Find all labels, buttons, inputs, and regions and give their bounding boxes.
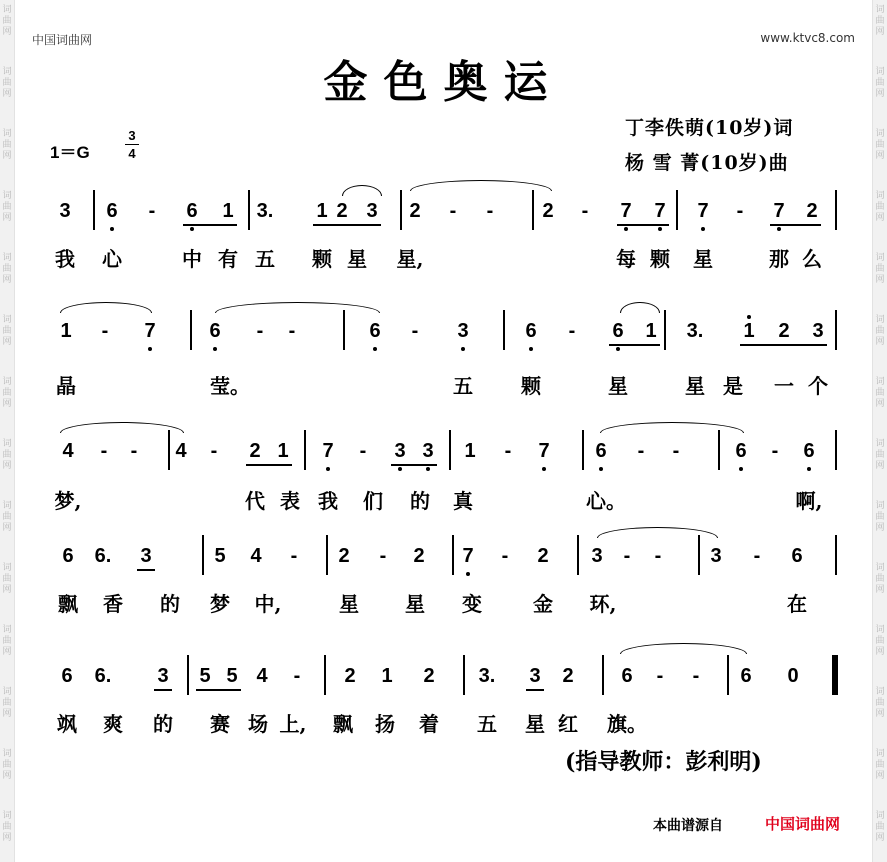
- beam-underline: [313, 224, 381, 226]
- bar-line: [577, 535, 579, 575]
- site-url-right[interactable]: www.ktvc8.com: [760, 31, 855, 45]
- lyric-word: 我: [55, 247, 75, 271]
- lyric-word: 旗。: [607, 712, 647, 736]
- beam-underline: [609, 344, 660, 346]
- score-note: 3: [812, 320, 824, 342]
- score-note: 3: [422, 440, 434, 462]
- site-name-left: 中国词曲网: [32, 33, 93, 47]
- score-note: -: [359, 440, 367, 462]
- octave-dot-below: [739, 467, 743, 471]
- lyric-word: 一: [774, 374, 794, 398]
- lyric-word: 代: [245, 489, 265, 513]
- watermark-text: 词 曲 网: [2, 315, 12, 347]
- score-note: 3.: [256, 200, 274, 222]
- lyric-word: 晶: [56, 374, 76, 398]
- score-note: 3: [140, 545, 152, 567]
- lyric-word: 爽: [103, 712, 123, 736]
- bar-line: [718, 430, 720, 470]
- octave-dot-below: [110, 227, 114, 231]
- bar-line: [727, 655, 729, 695]
- tie-slur: [342, 185, 382, 196]
- score-note: 6: [106, 200, 118, 222]
- bar-line: [187, 655, 189, 695]
- watermark-text: 词 曲 网: [875, 5, 885, 37]
- score-note: 5: [214, 545, 226, 567]
- score-note: 4: [250, 545, 262, 567]
- bar-line: [400, 190, 402, 230]
- bar-line: [248, 190, 250, 230]
- score-note: 2: [542, 200, 554, 222]
- score-note: 7: [620, 200, 632, 222]
- song-title: 金色奥运: [323, 57, 564, 108]
- bar-line: [698, 535, 700, 575]
- watermark-text: 词 曲 网: [2, 811, 12, 843]
- lyric-word: 星: [405, 592, 425, 616]
- score-note: 2: [338, 545, 350, 567]
- lyric-word: 中: [182, 247, 202, 271]
- lyric-word: 真: [453, 489, 473, 513]
- left-watermark-strip: [0, 0, 15, 862]
- lyric-word: 星: [608, 374, 628, 398]
- lyric-word: 梦: [210, 592, 230, 616]
- lyric-word: 金: [533, 592, 553, 616]
- score-note: 1: [222, 200, 234, 222]
- score-note: 6: [525, 320, 537, 342]
- score-note: 5: [226, 665, 238, 687]
- score-note: 4: [256, 665, 268, 687]
- bar-line: [503, 310, 505, 350]
- key-signature: 1＝G: [50, 143, 90, 162]
- score-note: 2: [413, 545, 425, 567]
- octave-dot-below: [426, 467, 430, 471]
- watermark-text: 词 曲 网: [2, 129, 12, 161]
- beam-underline: [770, 224, 821, 226]
- bar-line: [343, 310, 345, 350]
- tie-slur: [600, 422, 744, 433]
- score-note: 1: [464, 440, 476, 462]
- lyric-word: 有: [218, 247, 238, 271]
- lyric-word: 红: [558, 712, 578, 736]
- lyric-word: 五: [477, 712, 497, 736]
- score-note: 3: [394, 440, 406, 462]
- bar-line: [304, 430, 306, 470]
- source-label: 本曲谱源自: [653, 818, 723, 834]
- watermark-text: 词 曲 网: [875, 625, 885, 657]
- watermark-text: 词 曲 网: [2, 191, 12, 223]
- score-note: -: [672, 440, 680, 462]
- score-note: -: [656, 665, 664, 687]
- score-note: -: [568, 320, 576, 342]
- score-note: 6.: [94, 665, 112, 687]
- lyric-word: 上,: [279, 712, 307, 736]
- lyric-word: 心: [102, 247, 122, 271]
- bar-line: [835, 430, 837, 470]
- octave-dot-below: [542, 467, 546, 471]
- watermark-text: 词 曲 网: [875, 191, 885, 223]
- score-note: 3.: [478, 665, 496, 687]
- lyric-word: 啊,: [795, 489, 823, 513]
- watermark-text: 词 曲 网: [875, 811, 885, 843]
- watermark-text: 词 曲 网: [875, 67, 885, 99]
- bar-line: [190, 310, 192, 350]
- beam-underline: [196, 689, 241, 691]
- octave-dot-below: [701, 227, 705, 231]
- lyric-word: 场: [248, 712, 268, 736]
- watermark-text: 词 曲 网: [2, 377, 12, 409]
- lyric-word: 环,: [589, 592, 617, 616]
- octave-dot-below: [213, 347, 217, 351]
- watermark-text: 词 曲 网: [875, 501, 885, 533]
- beam-underline: [137, 569, 155, 571]
- lyric-word: 着: [419, 712, 439, 736]
- lyric-word: 飒: [57, 712, 77, 736]
- score-note: 7: [773, 200, 785, 222]
- octave-dot-below: [529, 347, 533, 351]
- octave-dot-below: [190, 227, 194, 231]
- score-note: -: [288, 320, 296, 342]
- watermark-text: 词 曲 网: [875, 749, 885, 781]
- score-note: -: [504, 440, 512, 462]
- score-note: 6: [791, 545, 803, 567]
- score-note: -: [581, 200, 589, 222]
- octave-dot-below: [658, 227, 662, 231]
- lyric-word: 扬: [375, 712, 395, 736]
- score-note: 2: [409, 200, 421, 222]
- bar-line: [582, 430, 584, 470]
- lyric-word: 的: [160, 592, 180, 616]
- watermark-text: 词 曲 网: [2, 253, 12, 285]
- source-link[interactable]: 中国词曲网: [765, 815, 841, 833]
- score-note: -: [100, 440, 108, 462]
- lyric-word: 莹。: [210, 374, 250, 398]
- octave-dot-below: [461, 347, 465, 351]
- bar-line: [168, 430, 170, 470]
- octave-dot-below: [373, 347, 377, 351]
- tie-slur: [620, 643, 747, 654]
- score-note: 2: [336, 200, 348, 222]
- bar-line: [202, 535, 204, 575]
- score-note: 3: [59, 200, 71, 222]
- watermark-text: 词 曲 网: [2, 625, 12, 657]
- score-note: 3: [529, 665, 541, 687]
- score-note: 3: [710, 545, 722, 567]
- beam-underline: [740, 344, 827, 346]
- lyric-word: 表: [280, 489, 300, 513]
- bar-line: [93, 190, 95, 230]
- lyric-word: 星: [693, 247, 713, 271]
- score-note: 4: [175, 440, 187, 462]
- octave-dot-below: [807, 467, 811, 471]
- lyric-word: 星,: [396, 247, 424, 271]
- score-note: -: [449, 200, 457, 222]
- watermark-text: 词 曲 网: [2, 501, 12, 533]
- lyric-word: 星: [339, 592, 359, 616]
- bar-line: [835, 190, 837, 230]
- lyric-word: 星: [525, 712, 545, 736]
- score-note: -: [637, 440, 645, 462]
- score-note: 3: [591, 545, 603, 567]
- watermark-text: 词 曲 网: [2, 439, 12, 471]
- beam-underline: [617, 224, 669, 226]
- lyric-word: 个: [808, 374, 828, 398]
- score-note: -: [148, 200, 156, 222]
- score-note: 7: [144, 320, 156, 342]
- score-note: 6: [735, 440, 747, 462]
- lyric-word: 香: [103, 592, 123, 616]
- lyric-word: 么: [802, 247, 822, 271]
- score-note: -: [623, 545, 631, 567]
- bar-line: [326, 535, 328, 575]
- score-note: 0: [787, 665, 799, 687]
- beam-underline: [526, 689, 544, 691]
- tie-slur: [215, 302, 380, 313]
- lyric-word: 颗: [521, 374, 541, 398]
- beam-underline: [154, 689, 172, 691]
- score-note: -: [501, 545, 509, 567]
- bar-line: [449, 430, 451, 470]
- score-note: -: [290, 545, 298, 567]
- octave-dot-below: [777, 227, 781, 231]
- lyric-word: 们: [363, 489, 383, 513]
- watermark-text: 词 曲 网: [2, 5, 12, 37]
- lyric-word: 那: [769, 247, 789, 271]
- bar-line: [324, 655, 326, 695]
- lyric-word: 五: [255, 247, 275, 271]
- lyric-word: 颗: [650, 247, 670, 271]
- bar-line: [452, 535, 454, 575]
- score-note: 1: [645, 320, 657, 342]
- bar-line: [602, 655, 604, 695]
- score-note: 1: [60, 320, 72, 342]
- lyric-word: 变: [462, 592, 482, 616]
- tie-slur: [597, 527, 718, 538]
- lyric-word: 每: [616, 247, 636, 271]
- octave-dot-below: [398, 467, 402, 471]
- octave-dot-below: [326, 467, 330, 471]
- meter-top: 3: [128, 128, 136, 143]
- score-note: 6: [369, 320, 381, 342]
- tie-slur: [620, 302, 660, 313]
- score-note: 2: [537, 545, 549, 567]
- bar-line: [463, 655, 465, 695]
- score-note: 7: [322, 440, 334, 462]
- watermark-text: 词 曲 网: [875, 129, 885, 161]
- score-note: -: [753, 545, 761, 567]
- octave-dot-below: [148, 347, 152, 351]
- bar-line: [835, 310, 837, 350]
- score-note: 5: [199, 665, 211, 687]
- score-note: 6.: [94, 545, 112, 567]
- score-note: -: [293, 665, 301, 687]
- beam-underline: [246, 464, 292, 466]
- bar-line: [676, 190, 678, 230]
- score-note: 2: [806, 200, 818, 222]
- watermark-text: 词 曲 网: [875, 253, 885, 285]
- score-note: 6: [595, 440, 607, 462]
- octave-dot-below: [616, 347, 620, 351]
- meter-bottom: 4: [128, 146, 136, 161]
- score-note: -: [692, 665, 700, 687]
- bar-line: [832, 655, 838, 695]
- score-note: 2: [778, 320, 790, 342]
- teacher-credit: (指导教师：彭利明): [565, 749, 762, 775]
- watermark-text: 词 曲 网: [875, 687, 885, 719]
- tie-slur: [60, 422, 184, 433]
- score-note: 2: [562, 665, 574, 687]
- watermark-text: 词 曲 网: [875, 563, 885, 595]
- watermark-text: 词 曲 网: [875, 315, 885, 347]
- score-note: 6: [621, 665, 633, 687]
- watermark-text: 词 曲 网: [2, 563, 12, 595]
- beam-underline: [391, 464, 437, 466]
- score-note: 6: [740, 665, 752, 687]
- lyric-word: 在: [787, 592, 807, 616]
- score-note: 4: [62, 440, 74, 462]
- score-note: 1: [316, 200, 328, 222]
- score-note: -: [256, 320, 264, 342]
- score-note: 7: [654, 200, 666, 222]
- score-note: 6: [209, 320, 221, 342]
- watermark-text: 词 曲 网: [2, 67, 12, 99]
- score-note: -: [486, 200, 494, 222]
- score-note: 1: [743, 320, 755, 342]
- lyric-word: 心。: [586, 489, 626, 513]
- score-note: -: [130, 440, 138, 462]
- octave-dot-above: [747, 315, 751, 319]
- bar-line: [532, 190, 534, 230]
- score-note: 7: [697, 200, 709, 222]
- right-watermark-strip: [872, 0, 887, 862]
- score-note: 3: [457, 320, 469, 342]
- time-signature: [125, 128, 139, 161]
- lyric-word: 的: [153, 712, 173, 736]
- watermark-text: 词 曲 网: [2, 687, 12, 719]
- score-note: 2: [423, 665, 435, 687]
- score-note: 1: [381, 665, 393, 687]
- lyric-word: 星: [347, 247, 367, 271]
- lyricist-credit: 丁李佚萌(10岁)词: [625, 117, 794, 139]
- score-note: 7: [538, 440, 550, 462]
- bar-line: [664, 310, 666, 350]
- beam-underline: [183, 224, 237, 226]
- watermark-text: 词 曲 网: [2, 749, 12, 781]
- lyric-word: 梦,: [54, 489, 82, 513]
- lyric-word: 颗: [312, 247, 332, 271]
- tie-slur: [410, 180, 552, 191]
- score-note: 1: [277, 440, 289, 462]
- score-note: -: [654, 545, 662, 567]
- score-note: -: [411, 320, 419, 342]
- lyric-word: 五: [453, 374, 473, 398]
- octave-dot-below: [599, 467, 603, 471]
- score-note: 6: [612, 320, 624, 342]
- tie-slur: [60, 302, 152, 313]
- score-note: -: [210, 440, 218, 462]
- lyric-word: 是: [723, 374, 743, 398]
- score-note: -: [771, 440, 779, 462]
- score-note: -: [379, 545, 387, 567]
- score-note: 2: [249, 440, 261, 462]
- octave-dot-below: [624, 227, 628, 231]
- score-note: 6: [61, 665, 73, 687]
- score-note: 3: [157, 665, 169, 687]
- composer-credit: 杨 雪 菁(10岁)曲: [625, 152, 789, 174]
- score-note: 2: [344, 665, 356, 687]
- lyric-word: 的: [410, 489, 430, 513]
- score-note: 6: [62, 545, 74, 567]
- score-note: -: [101, 320, 109, 342]
- lyric-word: 飘: [58, 592, 78, 616]
- watermark-text: 词 曲 网: [875, 377, 885, 409]
- bar-line: [835, 535, 837, 575]
- score-note: -: [736, 200, 744, 222]
- score-note: 7: [462, 545, 474, 567]
- score-note: 3: [366, 200, 378, 222]
- score-note: 6: [803, 440, 815, 462]
- score-note: 3.: [686, 320, 704, 342]
- lyric-word: 中,: [254, 592, 282, 616]
- octave-dot-below: [466, 572, 470, 576]
- lyric-word: 赛: [210, 712, 230, 736]
- watermark-text: 词 曲 网: [875, 439, 885, 471]
- lyric-word: 飘: [333, 712, 353, 736]
- score-note: 6: [186, 200, 198, 222]
- lyric-word: 我: [318, 489, 338, 513]
- lyric-word: 星: [685, 374, 705, 398]
